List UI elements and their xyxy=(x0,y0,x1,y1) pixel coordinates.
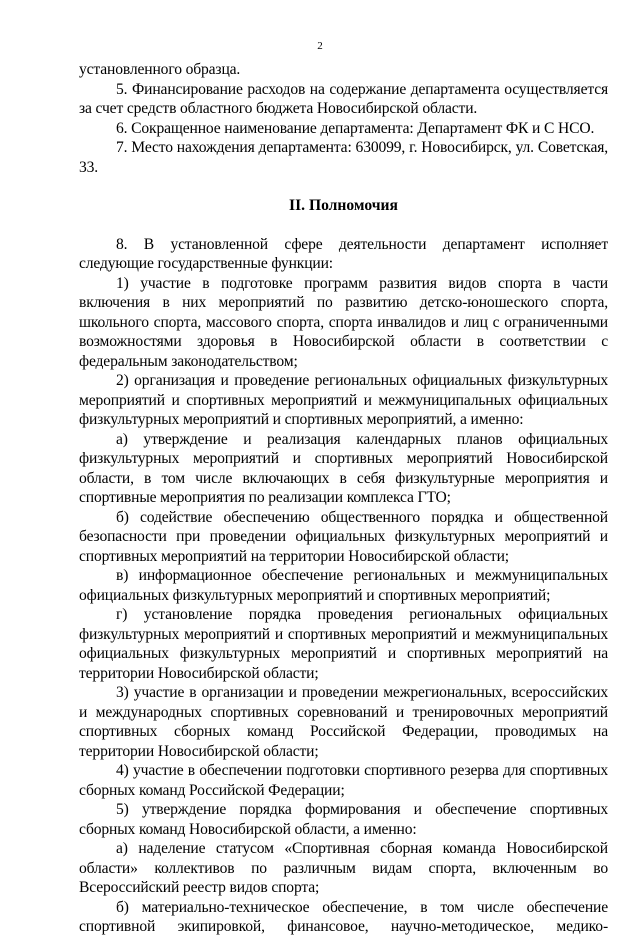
list-item-2v: в) информационное обеспечение региональных и межмуниципальных официальных физкультурных мероприятий и спортивных мероприятий; xyxy=(79,567,608,604)
list-item-5a: а) наделение статусом «Спортивная сборная команда Новосибирской области» коллективов по различным видам спорта, включенным во Всероссийский реестр видов спорта; xyxy=(79,840,608,896)
paragraph-item-5: 5. Финансирование расходов на содержание департамента осуществляется за счет средств областного бюджета Новосибирской области. xyxy=(79,80,608,117)
paragraph-item-6: 6. Сокращенное наименование департамента: Департамент ФК и С НСО. xyxy=(116,119,595,137)
list-item-2b: б) содействие обеспечению общественного порядка и общественной безопасности при проведении официальных физкультурных мероприятий и спортивных мероприятий на территории Новосибирской области; xyxy=(79,508,608,565)
list-item-2a: а) утверждение и реализация календарных планов официальных физкультурных мероприятий и спортивных мероприятий Новосибирской области, в том числе включающих в себя физкультурные мероприятия и спортивные мероприятия по реализации комплекса ГТО; xyxy=(79,430,608,506)
paragraph-continuation: установленного образца. xyxy=(79,61,241,78)
page-number: 2 xyxy=(317,40,323,52)
paragraph-item-7: 7. Место нахождения департамента: 630099, г. Новосибирск, ул. Советская, 33. xyxy=(79,139,608,176)
list-item-2g: г) установление порядка проведения региональных официальных физкультурных мероприятий и спортивных мероприятий и межмуниципальных официальных физкультурных мероприятий и спортивных мероприятий на территории Новосибирской области; xyxy=(79,606,608,682)
list-item-5b: б) материально-техническое обеспечение, в том числе обеспечение спортивной экипировкой, финансовое, научно-методическое, медико- xyxy=(79,898,608,935)
list-item-1: 1) участие в подготовке программ развития видов спорта в части включения в них мероприятий по развитию детско-юношеского спорта, школьного спорта, массового спорта, спорта инвалидов и лиц с ограниченными возможностями здоровья в Новосибирской области в соответствии с федеральным законодательством; xyxy=(79,274,608,370)
section-title: II. Полномочия xyxy=(289,197,398,214)
list-item-3: 3) участие в организации и проведении межрегиональных, всероссийских и международных спортивных соревнований и тренировочных мероприятий спортивных сборных команд Российской Федерации, проводимых на территории Новосибирской области; xyxy=(79,684,608,760)
list-item-4: 4) участие в обеспечении подготовки спортивного резерва для спортивных сборных команд Российской Федерации; xyxy=(79,762,608,799)
document-body xyxy=(79,60,608,937)
paragraph-item-8: 8. В установленной сфере деятельности департамент исполняет следующие государственные функции: xyxy=(79,235,608,272)
list-item-5: 5) утверждение порядка формирования и обеспечение спортивных сборных команд Новосибирской области, а именно: xyxy=(79,801,608,838)
list-item-2: 2) организация и проведение региональных официальных физкультурных мероприятий и спортивных мероприятий и межмуниципальных официальных физкультурных мероприятий и спортивных мероприятий, а именно: xyxy=(79,372,608,428)
